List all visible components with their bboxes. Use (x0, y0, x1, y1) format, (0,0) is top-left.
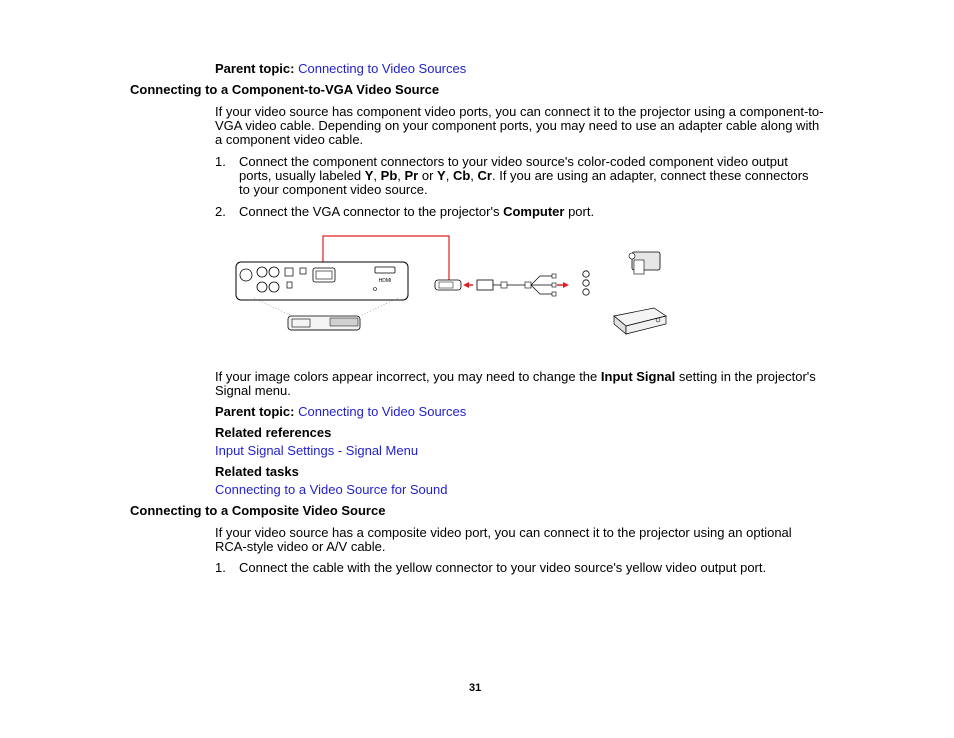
connection-diagram (230, 232, 680, 342)
step-number: 1. (215, 560, 226, 575)
related-task-link[interactable]: Connecting to a Video Source for Sound (215, 482, 448, 497)
parent-topic-line-2 (215, 405, 466, 419)
projector-icon (288, 316, 360, 330)
parent-topic-line (215, 62, 466, 76)
camcorder-icon (629, 252, 660, 274)
component-vga-cable (477, 274, 556, 296)
parent-topic-link[interactable]: Connecting to Video Sources (298, 61, 467, 76)
step-number: 1. (215, 154, 226, 169)
composite-intro-paragraph: If your video source has a composite video port, you can connect it to the projector using an optional RCA-style video or A/V cable. (215, 525, 792, 554)
step-text: Connect the VGA connector to the projector's Computer port. (239, 204, 595, 219)
parent-topic-link[interactable]: Connecting to Video Sources (298, 404, 467, 419)
dvd-player-icon (614, 308, 666, 334)
section-heading-component-vga: Connecting to a Component-to-VGA Video Source (130, 82, 440, 97)
projector-rear-panel (236, 262, 408, 300)
intro-paragraph: If your video source has component video ports, you can connect it to the projector using a component-to-VGA video cable. Depending on your component ports, you may need to use an adapter cable along with a component video cable. (215, 104, 824, 147)
parent-topic-label: Parent topic: (215, 404, 295, 419)
parent-topic-label: Parent topic: (215, 61, 295, 76)
section-heading-composite: Connecting to a Composite Video Source (130, 503, 386, 518)
step-text: Connect the cable with the yellow connector to your video source's yellow video output port. (239, 560, 767, 575)
related-reference-link[interactable]: Input Signal Settings - Signal Menu (215, 443, 419, 458)
hdmi-label: HDMI (378, 278, 392, 284)
step-1 (215, 155, 825, 197)
related-references-label: Related references (215, 425, 332, 440)
page-number: 31 (469, 682, 482, 694)
component-ports (583, 271, 589, 295)
note-paragraph: If your image colors appear incorrect, you may need to change the Input Signal setting in the projector's Signal menu. (215, 369, 816, 398)
related-tasks-label: Related tasks (215, 464, 299, 479)
step-number: 2. (215, 204, 226, 219)
step-text: Connect the component connectors to your video source's color-coded component video output ports, usually labeled Y, Pb, Pr or Y, Cb, Cr. If you are using an adapter, connect these connectors to your component video source. (239, 154, 809, 197)
arrow-left (463, 282, 469, 288)
vga-connector (435, 280, 461, 290)
arrow-right (563, 282, 569, 288)
composite-step-1 (215, 561, 825, 575)
step-2 (215, 205, 825, 219)
